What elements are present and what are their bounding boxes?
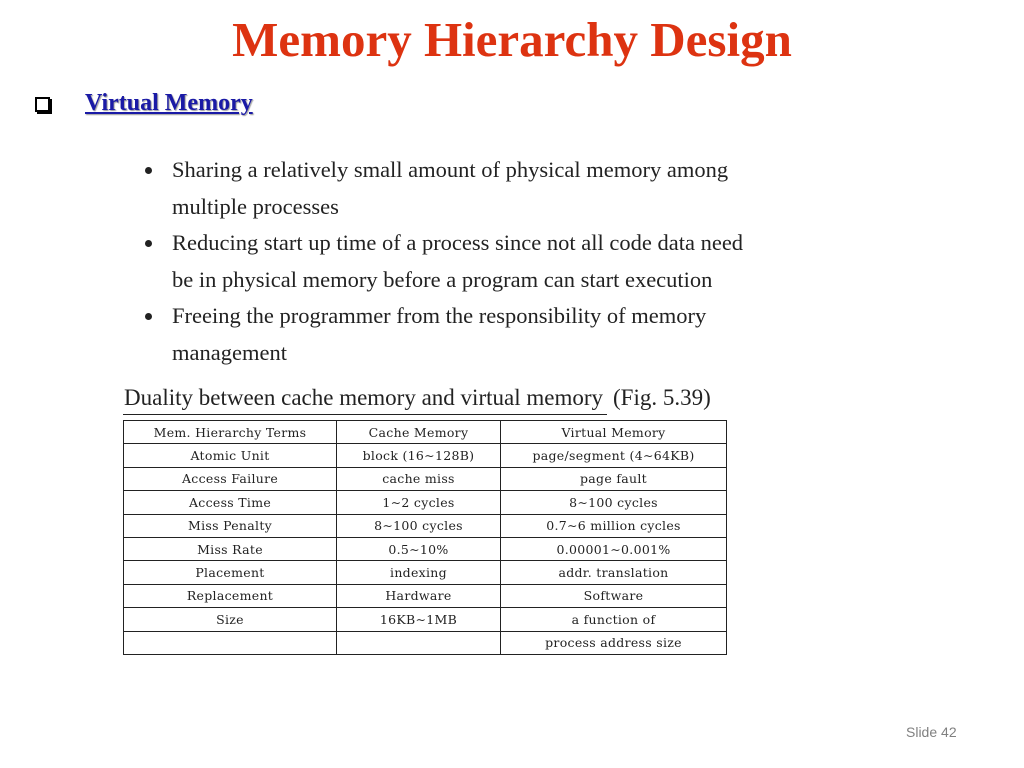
table-header-cell: Mem. Hierarchy Terms bbox=[124, 421, 337, 444]
table-cell: Hardware bbox=[337, 584, 501, 607]
table-header-cell: Cache Memory bbox=[337, 421, 501, 444]
table-cell: a function of bbox=[501, 608, 727, 631]
table-caption bbox=[123, 380, 711, 416]
table-cell: Software bbox=[501, 584, 727, 607]
table-row bbox=[124, 584, 727, 607]
table-cell: 8∼100 cycles bbox=[501, 491, 727, 514]
bullet-item bbox=[145, 152, 925, 225]
bullet-item bbox=[145, 298, 925, 371]
checkbox-bullet-icon bbox=[35, 97, 50, 112]
table-cell: addr. translation bbox=[501, 561, 727, 584]
table-cell: Size bbox=[124, 608, 337, 631]
table-cell: page/segment (4∼64KB) bbox=[501, 444, 727, 467]
slide-number bbox=[906, 724, 957, 740]
table-cell: 8∼100 cycles bbox=[337, 514, 501, 537]
bullet-dot-icon bbox=[145, 313, 152, 320]
table-row bbox=[124, 514, 727, 537]
table-cell: Miss Penalty bbox=[124, 514, 337, 537]
table-cell: Placement bbox=[124, 561, 337, 584]
table-cell: 0.7∼6 million cycles bbox=[501, 514, 727, 537]
bullet-line: Freeing the programmer from the responsibility of memory bbox=[172, 303, 707, 328]
caption-figure-ref: (Fig. 5.39) bbox=[613, 385, 711, 410]
table-row bbox=[124, 561, 727, 584]
table-cell: block (16∼128B) bbox=[337, 444, 501, 467]
bullet-line: multiple processes bbox=[172, 193, 339, 219]
slide-number-value: 42 bbox=[941, 724, 957, 740]
table-cell: 1∼2 cycles bbox=[337, 491, 501, 514]
table-cell: 0.5∼10% bbox=[337, 537, 501, 560]
table-cell: indexing bbox=[337, 561, 501, 584]
table-row bbox=[124, 467, 727, 490]
bullet-list bbox=[145, 152, 925, 371]
table-cell: process address size bbox=[501, 631, 727, 654]
table-cell: 0.00001∼0.001% bbox=[501, 537, 727, 560]
section-label: Virtual Memory bbox=[85, 90, 253, 116]
bullet-line: management bbox=[172, 339, 287, 365]
table-cell: Replacement bbox=[124, 584, 337, 607]
table-cell bbox=[337, 631, 501, 654]
table-row bbox=[124, 444, 727, 467]
table-cell: Access Time bbox=[124, 491, 337, 514]
table-row bbox=[124, 491, 727, 514]
table-cell bbox=[124, 631, 337, 654]
table-cell: Atomic Unit bbox=[124, 444, 337, 467]
duality-table bbox=[123, 420, 727, 655]
table-row bbox=[124, 537, 727, 560]
bullet-line: Sharing a relatively small amount of physical memory among bbox=[172, 157, 729, 182]
table-row bbox=[124, 631, 727, 654]
bullet-dot-icon bbox=[145, 240, 152, 247]
caption-text: Duality between cache memory and virtual memory bbox=[123, 382, 607, 415]
table-cell: Access Failure bbox=[124, 467, 337, 490]
bullet-line: Reducing start up time of a process since not all code data need bbox=[172, 230, 744, 255]
bullet-line: be in physical memory before a program can start execution bbox=[172, 266, 713, 292]
slide-label: Slide bbox=[906, 724, 938, 740]
bullet-item bbox=[145, 225, 925, 298]
table-header-cell: Virtual Memory bbox=[501, 421, 727, 444]
slide-title: Memory Hierarchy Design bbox=[232, 12, 792, 67]
table-cell: cache miss bbox=[337, 467, 501, 490]
duality-table-body bbox=[124, 421, 727, 655]
table-header-row bbox=[124, 421, 727, 444]
bullet-dot-icon bbox=[145, 167, 152, 174]
table-cell: page fault bbox=[501, 467, 727, 490]
table-row bbox=[124, 608, 727, 631]
table-cell: Miss Rate bbox=[124, 537, 337, 560]
table-cell: 16KB∼1MB bbox=[337, 608, 501, 631]
